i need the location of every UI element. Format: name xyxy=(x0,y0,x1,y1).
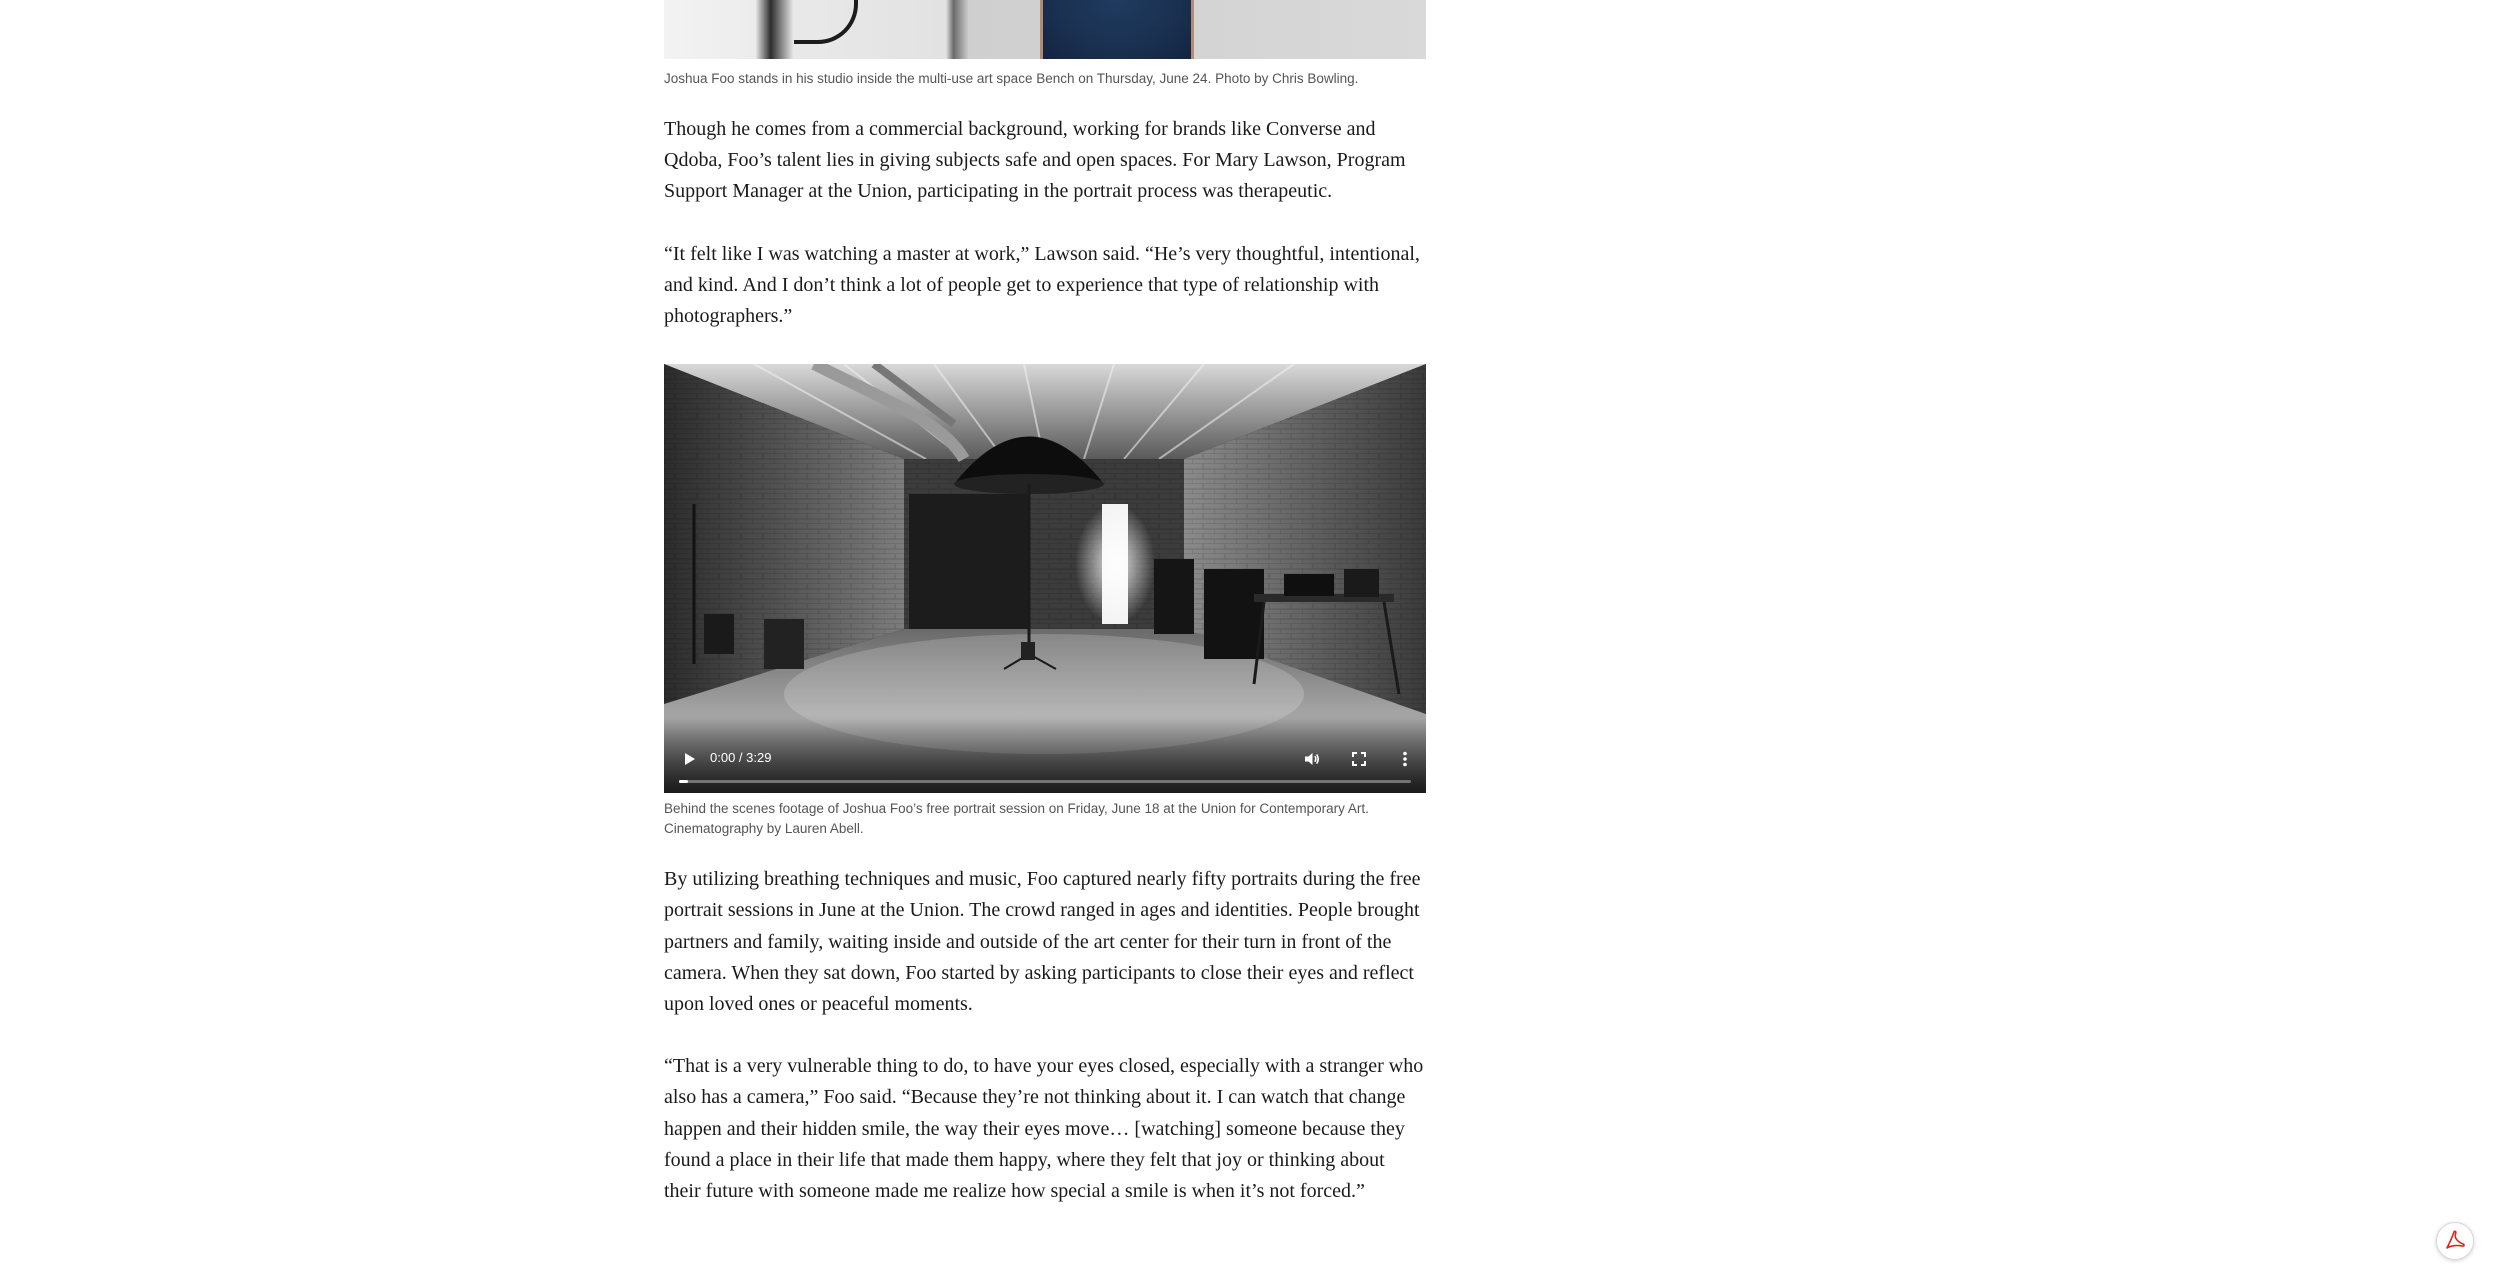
video-controls xyxy=(664,713,1426,793)
photo-subject-shirt xyxy=(1040,0,1194,59)
article-paragraph: “That is a very vulnerable thing to do, to have your eyes closed, especially with a stranger who also has a camera,” Foo said. “Because they’re not thinking about it. I can watch that change happen and their hidden smile, the way their eyes move… [watching] someone because they found a place in their life that made them happy, where they felt that joy or thinking about their future with someone made me realize how special a smile is when it’s not forced.” xyxy=(664,1055,1424,1203)
video-player[interactable] xyxy=(664,364,1426,793)
play-icon[interactable] xyxy=(679,749,699,769)
volume-icon[interactable] xyxy=(1302,749,1322,769)
article-paragraph: Though he comes from a commercial background, working for brands like Converse and Qdoba, Foo’s talent lies in giving subjects safe and open spaces. For Mary Lawson, Program Support Manager at the Union, participating in the portrait process was therapeutic. xyxy=(664,118,1406,203)
fullscreen-icon[interactable] xyxy=(1349,749,1369,769)
video-time-display: 0:00 / 3:29 xyxy=(710,750,772,766)
studio-photo xyxy=(664,0,1426,59)
article-body xyxy=(664,0,1426,1207)
photo-cable xyxy=(794,0,858,44)
article-paragraph: By utilizing breathing techniques and music, Foo captured nearly fifty portraits during the free portrait sessions in June at the Union. The crowd ranged in ages and identities. People brought partners and family, waiting inside and outside of the art center for their turn in front of the camera. When they sat down, Foo started by asking participants to close their eyes and reflect upon loved ones or peaceful moments. xyxy=(664,868,1421,1016)
article-paragraph: “It felt like I was watching a master at work,” Lawson said. “He’s very thoughtful, intentional, and kind. And I don’t think a lot of people get to experience that type of relationship with photographers.” xyxy=(664,242,1420,328)
pdf-button[interactable] xyxy=(2436,1222,2474,1260)
video-caption: Behind the scenes footage of Joshua Foo’s free portrait session on Friday, June 18 at the Union for Contemporary Art. Cinematography by Lauren Abell. xyxy=(664,801,1369,837)
more-vert-icon[interactable] xyxy=(1395,749,1415,769)
video-progress-bar[interactable] xyxy=(679,780,1411,783)
video-progress-fill xyxy=(679,780,688,783)
adobe-pdf-icon xyxy=(2443,1229,2467,1253)
studio-photo-caption: Joshua Foo stands in his studio inside the multi-use art space Bench on Thursday, June 24. Photo by Chris Bowling. xyxy=(664,71,1359,86)
